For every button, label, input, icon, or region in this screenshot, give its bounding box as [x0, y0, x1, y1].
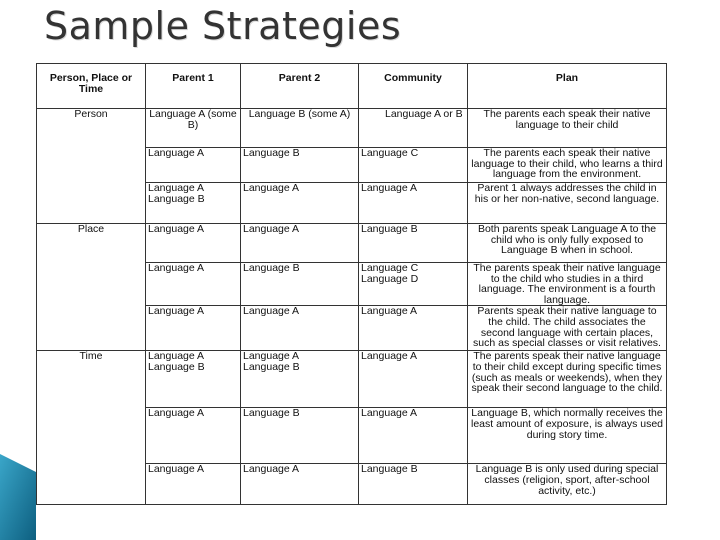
strategies-table — [36, 63, 667, 505]
cell-parent-2: Language A Language B — [241, 351, 359, 408]
cell-parent-1: Language A — [146, 148, 241, 183]
slide-title: Sample Strategies — [44, 4, 402, 48]
table-row — [37, 109, 667, 148]
cell-community: Language B — [359, 224, 468, 263]
cell-parent-2: Language B — [241, 263, 359, 306]
cell-parent-1: Language A (some B) — [146, 109, 241, 148]
header-parent-1: Parent 1 — [146, 64, 241, 109]
cell-plan: Parent 1 always addresses the child in his or her non-native, second language. — [468, 183, 667, 224]
cell-parent-1: Language A Language B — [146, 183, 241, 224]
header-parent-2: Parent 2 — [241, 64, 359, 109]
group-label-person: Person — [37, 109, 146, 224]
cell-parent-2: Language B — [241, 148, 359, 183]
cell-parent-1: Language A Language B — [146, 351, 241, 408]
cell-plan: The parents each speak their native language to their child — [468, 109, 667, 148]
header-person-place-time: Person, Place or Time — [37, 64, 146, 109]
cell-community: Language A — [359, 183, 468, 224]
cell-community: Language A — [359, 408, 468, 464]
cell-parent-2: Language A — [241, 464, 359, 505]
cell-plan: The parents each speak their native language to their child, who learns a third language from the environment. — [468, 148, 667, 183]
header-community: Community — [359, 64, 468, 109]
cell-plan: Language B is only used during special classes (religion, sport, after-school activity, etc.) — [468, 464, 667, 505]
cell-parent-2: Language B (some A) — [241, 109, 359, 148]
cell-plan: The parents speak their native language to the child who studies in a third language. The environment is a fourth language. — [468, 263, 667, 306]
cell-community: Language B — [359, 464, 468, 505]
cell-community: Language C Language D — [359, 263, 468, 306]
cell-parent-1: Language A — [146, 408, 241, 464]
cell-parent-1: Language A — [146, 464, 241, 505]
cell-community: Language A or B — [359, 109, 468, 148]
cell-parent-2: Language B — [241, 408, 359, 464]
cell-parent-2: Language A — [241, 183, 359, 224]
cell-community: Language A — [359, 351, 468, 408]
header-plan: Plan — [468, 64, 667, 109]
cell-plan: Parents speak their native language to the child. The child associates the second language with certain places, such as special classes or visit relatives. — [468, 306, 667, 351]
cell-community: Language A — [359, 306, 468, 351]
table-row — [37, 224, 667, 263]
cell-community: Language C — [359, 148, 468, 183]
group-label-time: Time — [37, 351, 146, 505]
cell-parent-1: Language A — [146, 263, 241, 306]
cell-parent-1: Language A — [146, 224, 241, 263]
cell-parent-2: Language A — [241, 306, 359, 351]
header-row — [37, 64, 667, 109]
table-row — [37, 351, 667, 408]
group-label-place: Place — [37, 224, 146, 351]
cell-plan: The parents speak their native language to their child except during specific times (such as meals or weekends), when they speak their second language to the child. — [468, 351, 667, 408]
cell-plan: Both parents speak Language A to the child who is only fully exposed to Language B when in school. — [468, 224, 667, 263]
cell-plan: Language B, which normally receives the least amount of exposure, is always used during story time. — [468, 408, 667, 464]
cell-parent-2: Language A — [241, 224, 359, 263]
slide-accent-decoration — [0, 454, 36, 540]
cell-parent-1: Language A — [146, 306, 241, 351]
